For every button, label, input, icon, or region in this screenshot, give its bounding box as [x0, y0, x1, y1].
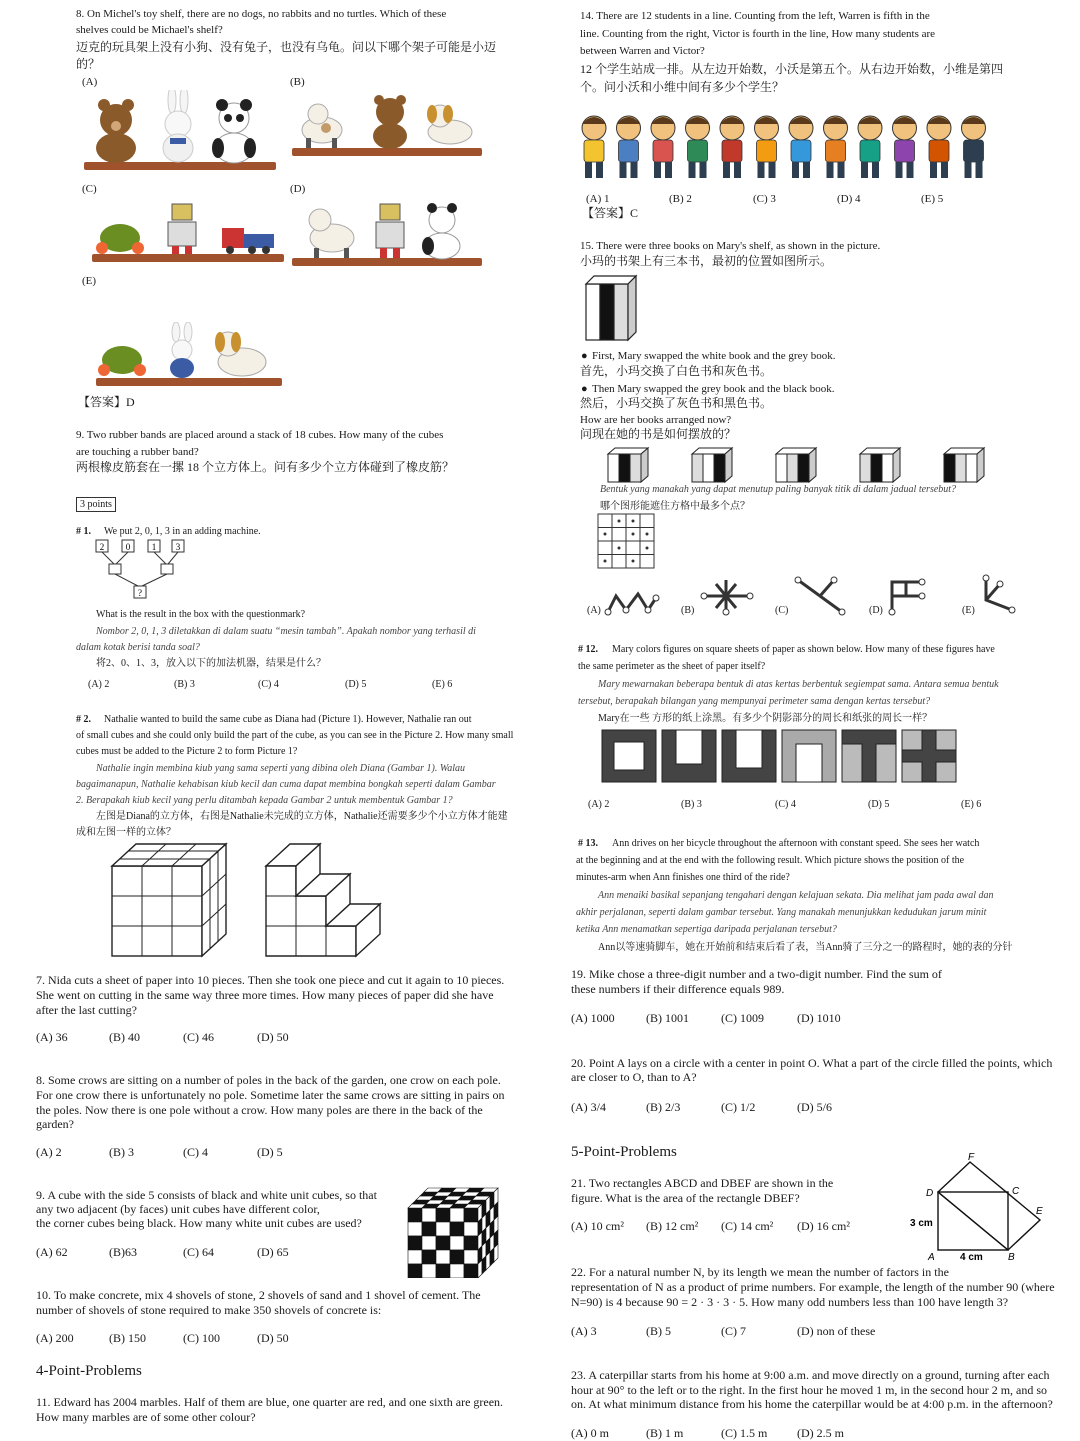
q21-opt-d[interactable]: (D) 16 cm² [797, 1219, 850, 1233]
q2-ms-2: bagaimanapun, Nathalie kehabisan kiub kecil dan cuma dapat membina bongkah seperti dalam Gambar [76, 779, 496, 790]
q2-en-3: cubes must be added to the Picture 2 to form Picture 1? [76, 746, 298, 757]
q15-step-2-zh: 然后，小玛交换了灰色书和黑色书。 [580, 396, 773, 410]
q8-text-1: 8. On Michel's toy shelf, there are no dogs, no rabbits and no turtles. Which of these [76, 8, 447, 20]
cube-front-cell [436, 1222, 450, 1236]
q7-line-3: after the last cutting? [36, 1003, 137, 1017]
student-figure-icon [789, 116, 813, 178]
q15-bullet-2: ● [581, 383, 588, 395]
section-5-point: 5-Point-Problems [571, 1144, 677, 1160]
q10-opt-d[interactable]: (D) 50 [257, 1331, 289, 1345]
q8-label-a: (A) [82, 76, 98, 88]
q10-opt-b[interactable]: (B) 150 [109, 1331, 146, 1345]
panda-toy-icon-2 [422, 203, 460, 259]
q22-opt-a[interactable]: (A) 3 [571, 1324, 597, 1338]
cube-front-cell [464, 1208, 478, 1222]
q22-opt-c[interactable]: (C) 7 [721, 1324, 746, 1338]
q12-zh: Mary在一些 方形的纸上涂黑。有多少个阴影部分的周长和纸张的周长一样？ [598, 713, 933, 724]
q1-zh: 将2、0、1、3，放入以下的加法机器，结果是什么？ [96, 658, 326, 669]
q9b-line-3: the corner cubes being black. How many white unit cubes are used? [36, 1216, 362, 1230]
q10-opt-a[interactable]: (A) 200 [36, 1331, 74, 1345]
bear-toy-icon-2 [373, 95, 407, 149]
q14-answer: 【答案】C [582, 206, 639, 220]
q20-opt-c[interactable]: (C) 1/2 [721, 1100, 756, 1114]
q1-en: What is the result in the box with the questionmark? [96, 609, 306, 620]
q14-line-1: 14. There are 12 students in a line. Counting from the left, Warren is fifth in the [580, 10, 930, 22]
q2-number: # 2. [76, 714, 91, 725]
turtle-toy-icon [96, 224, 144, 254]
q20-line-1: 20. Point A lays on a circle with a center in point O. What a part of the circle filled the points, which [571, 1056, 1053, 1070]
book-option-icon [608, 448, 648, 482]
grid-opt-c[interactable]: (C) [775, 605, 789, 616]
q1-opt-a[interactable]: (A) 2 [88, 679, 110, 690]
q23-opt-c[interactable]: (C) 1.5 m [721, 1426, 768, 1440]
q8-label-d: (D) [290, 183, 306, 195]
q14-zh-2: 个。问小沃和小维中间有多少个学生？ [580, 80, 785, 94]
q1-opt-c[interactable]: (C) 4 [258, 679, 279, 690]
q1-box-4: 3 [175, 542, 181, 552]
picture-1-full-cube [108, 842, 230, 962]
label-e: E [1036, 1206, 1043, 1217]
q15-question-zh: 问现在她的书是如何摆放的？ [580, 427, 737, 441]
grid-q-zh: 哪个图形能遮住方格中最多个点？ [600, 501, 750, 512]
label-d: D [926, 1188, 934, 1199]
q9b-opt-a[interactable]: (A) 62 [36, 1245, 68, 1259]
q14-opt-d[interactable]: (D) 4 [837, 193, 861, 205]
q1-ms-1: Nombor 2, 0, 1, 3 diletakkan di dalam suatu “mesin tambah”. Apakah nombor yang terhasil di [96, 626, 476, 637]
three-books-initial [584, 274, 638, 344]
book-option-icon [776, 448, 816, 482]
cube-front-cell [408, 1208, 422, 1222]
train-toy-icon [222, 228, 274, 254]
cube-front-cell [436, 1236, 450, 1250]
q11-line-2: How many marbles are of some other colour? [36, 1410, 256, 1424]
q12-opt-a[interactable]: (A) 2 [588, 799, 610, 810]
q23-opt-a[interactable]: (A) 0 m [571, 1426, 609, 1440]
points-box: 3 points [76, 497, 116, 512]
q9-zh: 两根橡皮筋套在一摞 18 个立方体上。问有多少个立方体碰到了橡皮筋？ [76, 460, 455, 474]
q2-en-1: Nathalie wanted to build the same cube as Diana had (Picture 1). However, Nathalie ran out [104, 714, 472, 725]
q13-ms-2: akhir perjalanan, seperti dalam gambar tersebut. Yang manakah menunjukkan kedudukan jarum minit [576, 907, 987, 918]
q8-text-2: shelves could be Michael's shelf? [76, 24, 223, 36]
rabbit-toy-icon [163, 90, 193, 162]
cow-toy-icon-2 [309, 209, 354, 258]
cube-front-cell [408, 1264, 422, 1278]
q2-en-2: of small cubes and she could only build the part of the cube, as you can see in the Picture 2. How many small [76, 730, 514, 741]
cube-front-cell [464, 1250, 478, 1264]
q1-box-3: 1 [151, 542, 157, 552]
q22-opt-d[interactable]: (D) non of these [797, 1324, 876, 1338]
q13-line-2: at the beginning and at the end with the following result. Which picture shows the position of the [576, 855, 965, 866]
q9b-line-1: 9. A cube with the side 5 consists of black and white unit cubes, so that [36, 1188, 377, 1202]
q1-opt-e[interactable]: (E) 6 [432, 679, 453, 690]
q7-opt-c[interactable]: (C) 46 [183, 1030, 214, 1044]
q15-step-1-zh: 首先，小玛交换了白色书和灰色书。 [580, 364, 773, 378]
student-figure-icon [927, 116, 951, 178]
q14-zh-1: 12 个学生站成一排。从左边开始数，小沃是第五个。从右边开始数，小维是第四 [580, 62, 1004, 76]
q8-answer: 【答案】D [78, 395, 135, 409]
cow-toy-icon [302, 104, 342, 148]
q2-zh-1: 左图是Diana的立方体，右图是Nathalie未完成的立方体，Nathalie还需要多少个小立方体才能建 [96, 811, 508, 822]
q13-number: # 13. [578, 838, 598, 849]
q9b-line-2: any two adjacent (by faces) unit cubes have different color, [36, 1202, 320, 1216]
q23-opt-d[interactable]: (D) 2.5 m [797, 1426, 844, 1440]
q12-opt-c[interactable]: (C) 4 [775, 799, 796, 810]
q2-ms-3: 2. Berapakah kiub kecil yang perlu ditambah kepada Gambar 2 untuk membentuk Gambar 1? [76, 795, 453, 806]
q22-line-1: 22. For a natural number N, by its length we mean the number of factors in the [571, 1265, 949, 1279]
student-figure-icon [720, 116, 744, 178]
student-figure-icon [755, 116, 779, 178]
q15-step-1: First, Mary swapped the white book and the grey book. [592, 350, 836, 362]
q12-ms-2: tersebut, berapakah bilangan yang mempunyai perimeter sama dengan kertas tersebut? [578, 696, 931, 707]
q22-line-3: N=90) is 4 because 90 = 2 · 3 · 3 · 5. How many odd numbers less than 100 have length 3? [571, 1295, 1009, 1309]
q1-opt-d[interactable]: (D) 5 [345, 679, 367, 690]
label-c: C [1012, 1186, 1020, 1197]
grid-opt-a[interactable]: (A) [587, 605, 601, 616]
q1-box-1: 2 [99, 542, 105, 552]
cube-front-cell [450, 1208, 464, 1222]
q22-opt-b[interactable]: (B) 5 [646, 1324, 671, 1338]
student-figure-icon [893, 116, 917, 178]
q8b-opt-a[interactable]: (A) 2 [36, 1145, 62, 1159]
cube-front-cell [436, 1250, 450, 1264]
q21-line-2: figure. What is the area of the rectangle DBEF? [571, 1191, 800, 1205]
student-figure-icon [858, 116, 882, 178]
q13-line-3: minutes-arm when Ann finishes one third of the ride? [576, 872, 790, 883]
q1-number: # 1. [76, 526, 91, 537]
shape-b-icon [700, 576, 754, 616]
q7-opt-d[interactable]: (D) 50 [257, 1030, 289, 1044]
q13-ms-3: ketika Ann menamatkan sepertiga daripada perjalanan tersebut? [576, 924, 837, 935]
adding-machine-diagram [92, 538, 192, 600]
book-option-icon [860, 448, 900, 482]
turtle-toy-icon-2 [98, 346, 146, 376]
q14-opt-c[interactable]: (C) 3 [753, 193, 776, 205]
shape-a-icon [604, 586, 660, 616]
cube-front-cell [422, 1250, 436, 1264]
label-side: 3 cm [910, 1218, 933, 1229]
q1-text: We put 2, 0, 1, 3 in an adding machine. [104, 526, 261, 537]
q7-line-2: She went on cutting in the same way three more times. How many pieces of paper did she have [36, 988, 494, 1002]
q21-line-1: 21. Two rectangles ABCD and DBEF are shown in the [571, 1176, 834, 1190]
q8-label-e: (E) [82, 275, 97, 287]
q7-line-1: 7. Nida cuts a sheet of paper into 10 pieces. Then she took one piece and cut it again to 10 pieces. [36, 973, 505, 987]
q23-line-3: on. At what minimum distance from his home the caterpillar would be at 4:00 p.m. in the afternoon? [571, 1397, 1053, 1411]
shelf-e-image [96, 322, 282, 390]
q19-opt-c[interactable]: (C) 1009 [721, 1011, 764, 1025]
q12-opt-d[interactable]: (D) 5 [868, 799, 890, 810]
label-a: A [928, 1252, 935, 1262]
book-option-icon [944, 448, 984, 482]
cube-front-cell [450, 1236, 464, 1250]
q8b-line-3: the poles. Now there is one pole without a crow. How many poles are there in the back of the [36, 1103, 483, 1117]
q8-label-c: (C) [82, 183, 97, 195]
q9-text-2: are touching a rubber band? [76, 446, 199, 458]
grid-opt-b[interactable]: (B) [681, 605, 695, 616]
shape-e-icon [978, 574, 1024, 616]
q8b-opt-d[interactable]: (D) 5 [257, 1145, 283, 1159]
panda-toy-icon [212, 99, 256, 163]
q1-opt-b[interactable]: (B) 3 [174, 679, 195, 690]
checker-cube-image [404, 1182, 506, 1278]
cube-front-cell [464, 1236, 478, 1250]
cube-front-cell [408, 1250, 422, 1264]
q2-ms-1: Nathalie ingin membina kiub yang sama seperti yang dibina oleh Diana (Gambar 1). Walau [96, 763, 466, 774]
q21-opt-c[interactable]: (C) 14 cm² [721, 1219, 774, 1233]
picture-2-partial-cube [262, 842, 384, 962]
q9b-opt-d[interactable]: (D) 65 [257, 1245, 289, 1259]
q12-line-1: Mary colors figures on square sheets of paper as shown below. How many of these figures have [612, 644, 995, 655]
q23-line-2: hour at 90° to the left or to the right. In the first hour he moved 1 m, in the second hour 2 m, and so [571, 1383, 1048, 1397]
q11-line-1: 11. Edward has 2004 marbles. Half of them are blue, one quarter are red, and one sixth are green. [36, 1395, 504, 1409]
dog-toy-icon [427, 105, 472, 144]
dot-grid-image [596, 512, 658, 572]
q20-line-2: are closer to O, than to A? [571, 1070, 697, 1084]
rabbit-toy-icon-2 [170, 322, 194, 378]
cube-front-cell [464, 1222, 478, 1236]
cube-front-cell [422, 1236, 436, 1250]
shelf-d-image [292, 196, 482, 270]
bear-toy-icon [96, 99, 136, 163]
q14-opt-a[interactable]: (A) 1 [586, 193, 610, 205]
q7-opt-a[interactable]: (A) 36 [36, 1030, 68, 1044]
perimeter-figures [600, 728, 960, 784]
shape-d-icon [884, 574, 930, 616]
student-figure-icon [582, 116, 606, 178]
grid-q-ms: Bentuk yang manakah yang dapat menutup paling banyak titik di dalam jadual tersebut? [600, 484, 957, 495]
cube-front-cell [436, 1208, 450, 1222]
q2-zh-2: 成和左图一样的立体？ [76, 827, 176, 838]
cube-front-cell [450, 1222, 464, 1236]
q15-bullet-1: ● [581, 350, 588, 362]
cube-front-cell [450, 1250, 464, 1264]
q13-zh: Ann以等速骑脚车，她在开始前和结束后看了表，当Ann骑了三分之一的路程时，她的表的分针 [598, 942, 1013, 953]
cube-front-cell [422, 1222, 436, 1236]
q12-opt-e[interactable]: (E) 6 [961, 799, 982, 810]
label-f: F [968, 1152, 975, 1163]
q15-step-2: Then Mary swapped the grey book and the black book. [592, 383, 835, 395]
q8-label-b: (B) [290, 76, 305, 88]
student-figure-icon [686, 116, 710, 178]
q19-line-1: 19. Mike chose a three-digit number and a two-digit number. Find the sum of [571, 967, 942, 981]
q8b-line-1: 8. Some crows are sitting on a number of poles in the back of the garden, one crow on each pole. [36, 1073, 501, 1087]
q21-opt-a[interactable]: (A) 10 cm² [571, 1219, 624, 1233]
q1-result: ? [138, 588, 142, 598]
q12-ms-1: Mary mewarnakan beberapa bentuk di atas kertas berbentuk segiempat sama. Antara semua bentuk [598, 679, 999, 690]
dog-toy-icon-2 [215, 332, 266, 376]
q14-opt-e[interactable]: (E) 5 [921, 193, 944, 205]
shape-c-icon [794, 574, 848, 616]
q9b-opt-c[interactable]: (C) 64 [183, 1245, 214, 1259]
student-figure-icon [651, 116, 675, 178]
cube-front-cell [422, 1264, 436, 1278]
q1-ms-2: dalam kotak berisi tanda soal? [76, 642, 200, 653]
robot-toy-icon [168, 204, 196, 254]
q14-opt-b[interactable]: (B) 2 [669, 193, 692, 205]
q8b-line-4: garden? [36, 1117, 74, 1131]
section-4-point: 4-Point-Problems [36, 1363, 142, 1379]
q20-opt-a[interactable]: (A) 3/4 [571, 1100, 606, 1114]
label-base: 4 cm [960, 1252, 983, 1262]
q10-line-2: number of shovels of stone required to make 350 shovels of concrete is: [36, 1303, 382, 1317]
q9b-opt-b[interactable]: (B)63 [109, 1245, 137, 1259]
student-figure-icon [824, 116, 848, 178]
q12-opt-b[interactable]: (B) 3 [681, 799, 702, 810]
q8b-line-2: For one crow there is unfortunately no pole. Sometime later the same crows are sitting in pairs on [36, 1088, 505, 1102]
q22-line-2: representation of N as a product of prime numbers. For example, the length of the number 90 (where [571, 1280, 1055, 1294]
book-option-icon [692, 448, 732, 482]
q19-line-2: these numbers if their difference equals 989. [571, 982, 785, 996]
q14-line-2: line. Counting from the right, Victor is fourth in the line, How many students are [580, 28, 936, 40]
robot-toy-icon-2 [376, 204, 404, 258]
q1-box-2: 0 [125, 542, 131, 552]
cube-front-cell [408, 1222, 422, 1236]
q19-opt-d[interactable]: (D) 1010 [797, 1011, 841, 1025]
q12-number: # 12. [578, 644, 598, 655]
q13-ms-1: Ann menaiki basikal sepanjang tengahari dengan kelajuan sekata. Dia melihat jam pada awal dan [598, 890, 994, 901]
q8-zh-2: 的？ [76, 57, 101, 71]
q8b-opt-c[interactable]: (C) 4 [183, 1145, 208, 1159]
students-line-image [580, 106, 1000, 186]
cube-front-cell [464, 1264, 478, 1278]
q13-line-1: Ann drives on her bicycle throughout the afternoon with constant speed. She sees her watch [612, 838, 980, 849]
cube-front-cell [422, 1208, 436, 1222]
cube-front-cell [450, 1264, 464, 1278]
q15-line-1: 15. There were three books on Mary's shelf, as shown in the picture. [580, 240, 881, 252]
shelf-a-image [84, 90, 276, 176]
q20-opt-b[interactable]: (B) 2/3 [646, 1100, 681, 1114]
student-figure-icon [962, 116, 986, 178]
shelf-c-image [92, 198, 284, 268]
q15-zh-1: 小玛的书架上有三本书，最初的位置如图所示。 [580, 254, 833, 268]
cube-front-cell [408, 1236, 422, 1250]
q19-opt-a[interactable]: (A) 1000 [571, 1011, 615, 1025]
q10-line-1: 10. To make concrete, mix 4 shovels of stone, 2 shovels of sand and 1 shovel of cement. The [36, 1288, 481, 1302]
q19-opt-b[interactable]: (B) 1001 [646, 1011, 689, 1025]
grid-opt-e[interactable]: (E) [962, 605, 975, 616]
q14-line-3: between Warren and Victor? [580, 45, 705, 57]
rectangles-figure [908, 1148, 1048, 1262]
student-figure-icon [617, 116, 641, 178]
shelf-b-image [292, 90, 482, 160]
q9-text-1: 9. Two rubber bands are placed around a stack of 18 cubes. How many of the cubes [76, 429, 444, 441]
q21-opt-b[interactable]: (B) 12 cm² [646, 1219, 699, 1233]
q23-line-1: 23. A caterpillar starts from his home at 9:00 a.m. and move directly on a ground, turning after each [571, 1368, 1050, 1382]
grid-opt-d[interactable]: (D) [869, 605, 883, 616]
q8b-opt-b[interactable]: (B) 3 [109, 1145, 134, 1159]
label-b: B [1008, 1252, 1015, 1262]
book-answer-options [606, 446, 1006, 484]
q20-opt-d[interactable]: (D) 5/6 [797, 1100, 832, 1114]
q8-zh-1: 迈克的玩具架上没有小狗、没有兔子，也没有乌龟。问以下哪个架子可能是小迈 [76, 40, 497, 54]
cube-front-cell [436, 1264, 450, 1278]
q12-line-2: the same perimeter as the sheet of paper itself? [578, 661, 766, 672]
q23-opt-b[interactable]: (B) 1 m [646, 1426, 684, 1440]
q7-opt-b[interactable]: (B) 40 [109, 1030, 140, 1044]
q15-question: How are her books arranged now? [580, 414, 732, 426]
q10-opt-c[interactable]: (C) 100 [183, 1331, 220, 1345]
